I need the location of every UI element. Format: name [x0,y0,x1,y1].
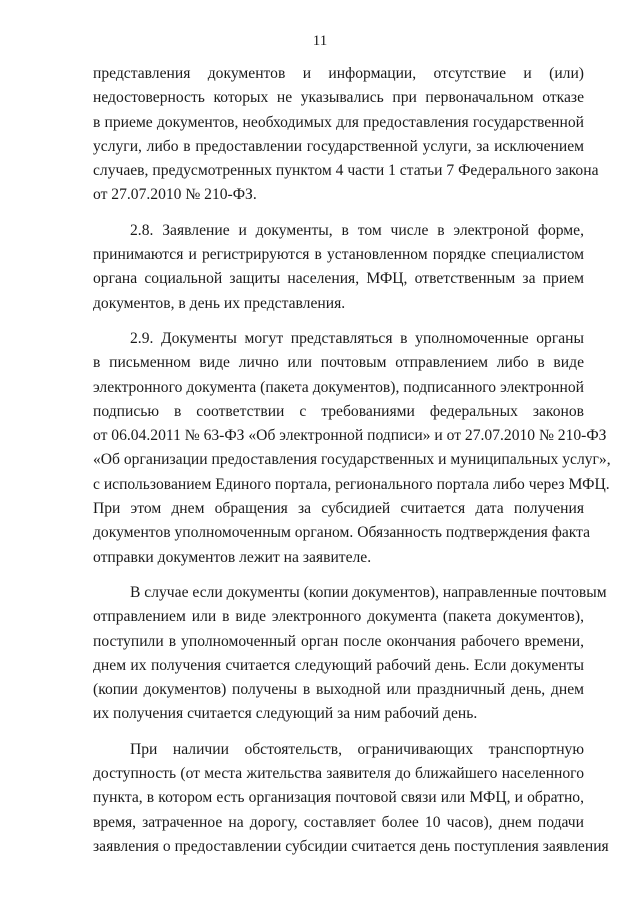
text-line: органа социальной защиты населения, МФЦ, ответственным за прием [93,270,584,288]
text-line: с использованием Единого портала, регионального портала либо через МФЦ. [93,475,610,493]
text-line: днем их получения считается следующий рабочий день. Если документы [93,656,584,674]
text-line: документов уполномоченным органом. Обязанность подтверждения факта [93,524,591,542]
text-line: случаев, предусмотренных пунктом 4 части 1 статьи 7 Федерального закона [93,162,599,180]
text-line: от 06.04.2011 № 63-ФЗ «Об электронной подписи» и от 27.07.2010 № 210-ФЗ [93,427,607,445]
text-line: представления документов и информации, отсутствие и (или) [93,65,584,82]
text-line: поступили в уполномоченный орган после окончания рабочего времени, [93,632,584,650]
paragraph-gap [93,727,584,738]
text-line: время, затраченное на дорогу, составляет более 10 часов), днем подачи [93,813,584,831]
text-line: от 27.07.2010 № 210-ФЗ. [93,186,257,204]
text-line: принимаются и регистрируются в установленном порядке специалистом [93,246,584,264]
text-line: услуги, либо в предоставлении государственной услуги, за исключением [93,137,584,155]
text-line: их получения считается следующий за ним рабочий день. [93,705,478,723]
text-line: отправки документов лежит на заявителе. [93,548,372,566]
text-line: подписью в соответствии с требованиями федеральных законов [93,402,584,420]
text-line: электронного документа (пакета документов), подписанного электронной [93,378,584,396]
text-line: заявления о предоставлении субсидии считается день поступления заявления [93,837,609,855]
text-line: пункта, в котором есть организация почтовой связи или МФЦ, и обратно, [93,789,584,807]
text-line: в приеме документов, необходимых для предоставления государственной [93,113,584,131]
paragraph [93,219,584,316]
paragraph-gap [93,208,584,219]
text-line: В случае если документы (копии документов), направленные почтовым [130,583,607,601]
text-line: в письменном виде лично или почтовым отправлением либо в виде [93,354,584,372]
paragraph [93,581,607,727]
text-line: отправлением или в виде электронного документа (пакета документов), [93,608,584,626]
text-line: 2.8. Заявление и документы, в том числе в электроной форме, [130,221,584,239]
text-line: «Об организации предоставления государственных и муниципальных услуг», [93,451,611,469]
text-line: доступность (от места жительства заявителя до ближайшего населенного [93,765,584,783]
paragraph [93,327,611,570]
paragraph-gap [93,316,584,327]
text-line: При этом днем обращения за субсидией считается дата получения [93,500,584,518]
text-line: При наличии обстоятельств, ограничивающих транспортную [130,740,584,758]
text-line: документов, в день их представления. [93,294,346,312]
page-number: 11 [312,33,328,49]
paragraph-gap [93,570,584,581]
paragraph [93,738,609,859]
text-line: (копии документов) получены в выходной или праздничный день, днем [93,681,584,699]
text-line: недостоверность которых не указывались при первоначальном отказе [93,89,584,107]
text-line: 2.9. Документы могут представляться в уполномоченные органы [130,329,584,347]
paragraph [93,62,599,208]
document-body [93,62,611,859]
